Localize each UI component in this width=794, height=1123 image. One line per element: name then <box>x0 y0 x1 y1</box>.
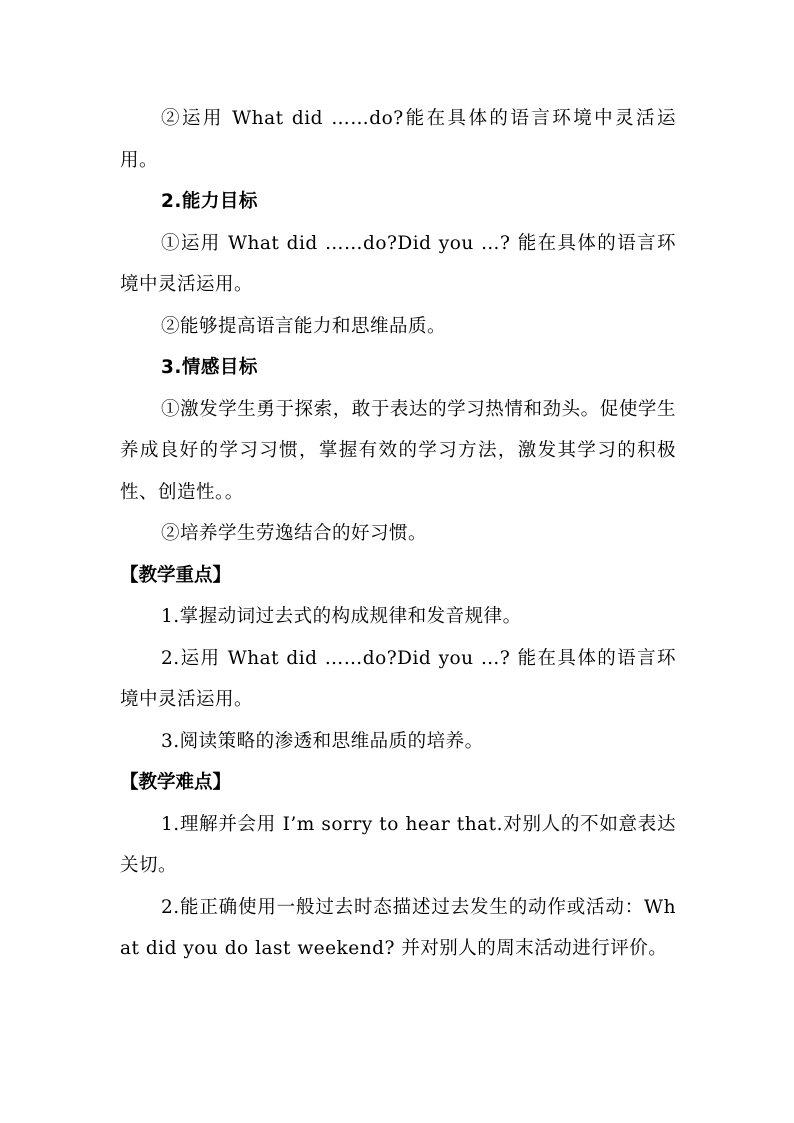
emotion-objective-2: ②培养学生劳逸结合的好习惯。 <box>161 523 428 544</box>
key-point-3: 3.阅读策略的渗透和思维品质的培养。 <box>161 730 484 752</box>
document-body <box>120 98 676 970</box>
emotion-objective-1: ①激发学生勇于探索，敢于表达的学习热情和劲头。促使学生养成良好的学习习惯，掌握有效的学习方法，激发其学习的积极性、创造性。。 <box>120 398 676 503</box>
ability-objective-2: ②能够提高语言能力和思维品质。 <box>161 315 447 337</box>
difficulties-title: 【教学难点】 <box>120 772 232 793</box>
emotion-goals-heading: 3.情感目标 <box>161 357 258 378</box>
difficulty-2: 2.能正确使用一般过去时态描述过去发生的动作或活动：What did you do last weekend? 并对别人的周末活动进行评价。 <box>120 896 676 959</box>
difficulty-1: 1.理解并会用 I’m sorry to hear that.对别人的不如意表达关切。 <box>120 813 676 876</box>
ability-goals-heading: 2.能力目标 <box>161 191 258 212</box>
ability-objective-1: ①运用 What did ……do?Did you …? 能在具体的语言环境中灵活运用。 <box>120 232 676 295</box>
key-point-2: 2.运用 What did ……do?Did you …? 能在具体的语言环境中灵活运用。 <box>120 647 676 710</box>
key-points-title: 【教学重点】 <box>120 564 232 586</box>
key-point-1: 1.掌握动词过去式的构成规律和发音规律。 <box>161 606 522 627</box>
ability-item-2: ②运用 What did ……do?能在具体的语言环境中灵活运用。 <box>120 108 676 171</box>
